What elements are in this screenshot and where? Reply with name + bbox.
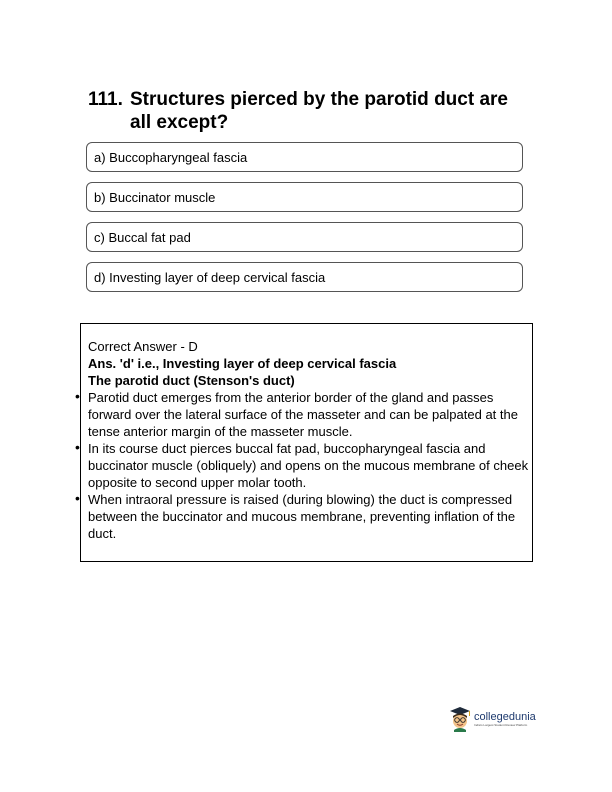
answer-explanation-box xyxy=(75,323,533,562)
question-number: 111. xyxy=(88,89,123,110)
explanation-bullet-3 xyxy=(75,490,532,542)
option-d[interactable] xyxy=(86,262,523,292)
option-c-label: c) Buccal fat pad xyxy=(94,230,191,245)
correct-answer-line: Correct Answer - D xyxy=(88,339,198,354)
logo-name: collegedunia xyxy=(474,710,536,723)
option-d-label: d) Investing layer of deep cervical fascia xyxy=(94,270,326,285)
option-b-label: b) Buccinator muscle xyxy=(94,190,216,205)
option-b[interactable] xyxy=(86,182,523,212)
bullet-icon: • xyxy=(75,490,80,506)
option-c[interactable] xyxy=(86,222,523,252)
collegedunia-logo xyxy=(449,704,536,734)
bullet-icon: • xyxy=(75,439,80,455)
explanation-bullet-1 xyxy=(75,388,532,440)
explanation-bullet-2 xyxy=(75,439,532,491)
logo-tagline: India's Largest Student Review Platform xyxy=(474,722,528,727)
question-title xyxy=(88,88,528,134)
option-a-label: a) Buccopharyngeal fascia xyxy=(94,150,248,165)
bullet-text: In its course duct pierces buccal fat pad, buccopharyngeal fascia and buccinator muscle (obliquely) and opens on the mucous membrane of cheek opposite to second upper molar tooth. xyxy=(88,441,529,490)
graduate-mascot-icon xyxy=(449,706,471,732)
answer-statement: Ans. 'd' i.e., Investing layer of deep cervical fascia xyxy=(88,356,397,371)
option-a[interactable] xyxy=(86,142,523,172)
question-text: Structures pierced by the parotid duct are all except? xyxy=(130,89,508,133)
explanation-heading: The parotid duct (Stenson's duct) xyxy=(88,373,295,388)
bullet-text: When intraoral pressure is raised (during blowing) the duct is compressed between the buccinator and mucous membrane, preventing inflation of the duct. xyxy=(88,492,516,541)
bullet-icon: • xyxy=(75,388,80,404)
bullet-text: Parotid duct emerges from the anterior border of the gland and passes forward over the lateral surface of the masseter and can be palpated at the tense anterior margin of the masseter muscle. xyxy=(88,390,518,439)
